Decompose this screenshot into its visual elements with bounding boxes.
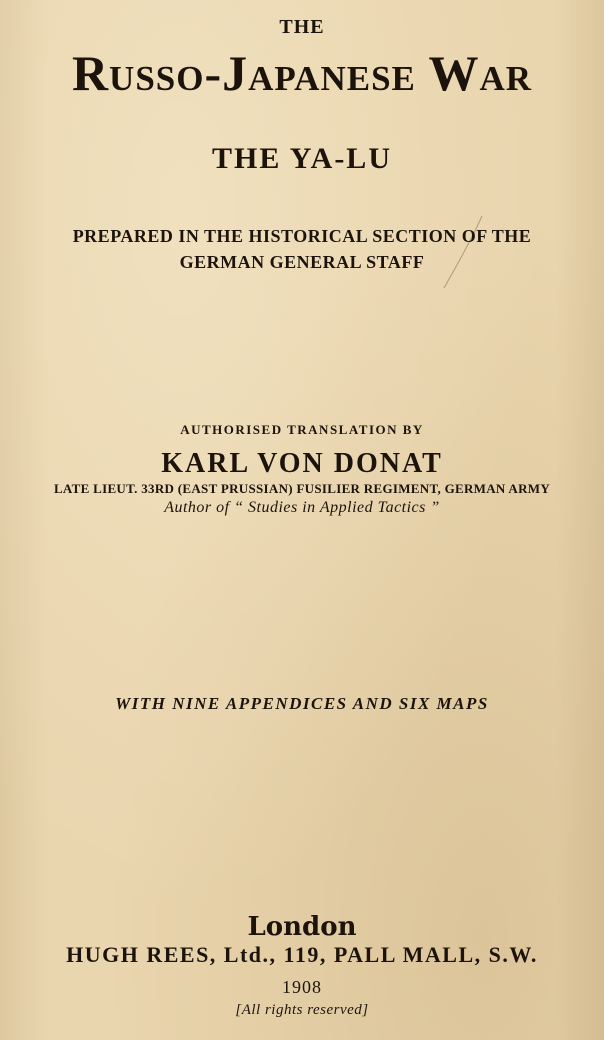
appendices-note: WITH NINE APPENDICES AND SIX MAPS [115,694,489,713]
translator-rank: LATE LIEUT. 33RD (EAST PRUSSIAN) FUSILIER REGIMENT, GERMAN ARMY [53,481,551,496]
book-subtitle: THE YA-LU [212,142,392,175]
book-title: Russo-Japanese War [71,45,533,101]
rights-notice: [All rights reserved] [235,1002,369,1018]
publisher-imprint: HUGH REES, Ltd., 119, PALL MALL, S.W. [66,942,538,967]
prepared-by-line-2: GERMAN GENERAL STAFF [179,252,425,272]
translator-name: KARL VON DONAT [161,448,443,479]
translator-other-work: Author of “ Studies in Applied Tactics ” [164,499,440,516]
prepared-by-line-1: PREPARED IN THE HISTORICAL SECTION OF THE [72,226,532,246]
title-article: THE [279,16,325,38]
publication-year: 1908 [282,977,322,997]
translation-credit: AUTHORISED TRANSLATION BY [180,422,424,437]
publication-city: London [247,912,357,942]
